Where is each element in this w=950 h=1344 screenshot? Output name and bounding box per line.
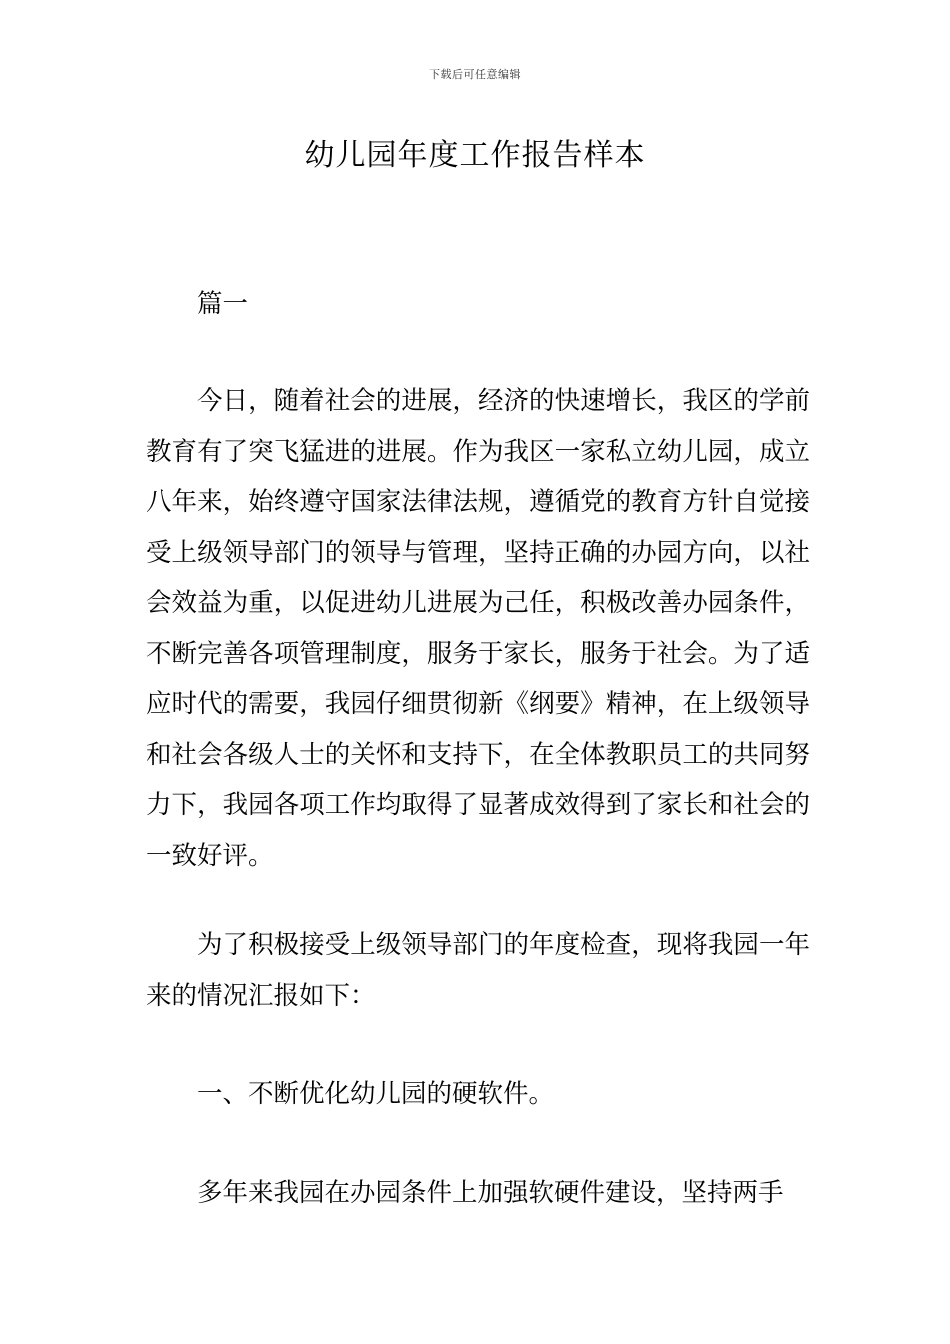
document-title: 幼儿园年度工作报告样本: [304, 138, 646, 173]
section-heading-one: 一、不断优化幼儿园的硬软件。: [197, 1079, 555, 1109]
intro-paragraph: 今日，随着社会的进展，经济的快速增长，我区的学前教育有了突飞猛进的进展。作为我区一家私立幼儿园，成立八年来，始终遵守国家法律法规，遵循党的教育方针自觉接受上级领导部门的领导与管理，坚持正确的办园方向，以社会效益为重，以促进幼儿进展为己任，积极改善办园条件，不断完善各项管理制度，服务于家长，服务于社会。为了适应时代的需要，我园仔细贯彻新《纲要》精神，在上级领导和社会各级人士的关怀和支持下，在全体教职员工的共同努力下，我园各项工作均取得了显著成效得到了家长和社会的一致好评。: [146, 386, 810, 871]
section-label: 篇一: [197, 289, 249, 319]
report-paragraph: 为了积极接受上级领导部门的年度检查，现将我园一年来的情况汇报如下：: [146, 930, 810, 1011]
header-note: 下载后可任意编辑: [429, 68, 521, 81]
hardware-paragraph: 多年来我园在办园条件上加强软硬件建设，坚持两手: [197, 1178, 784, 1208]
